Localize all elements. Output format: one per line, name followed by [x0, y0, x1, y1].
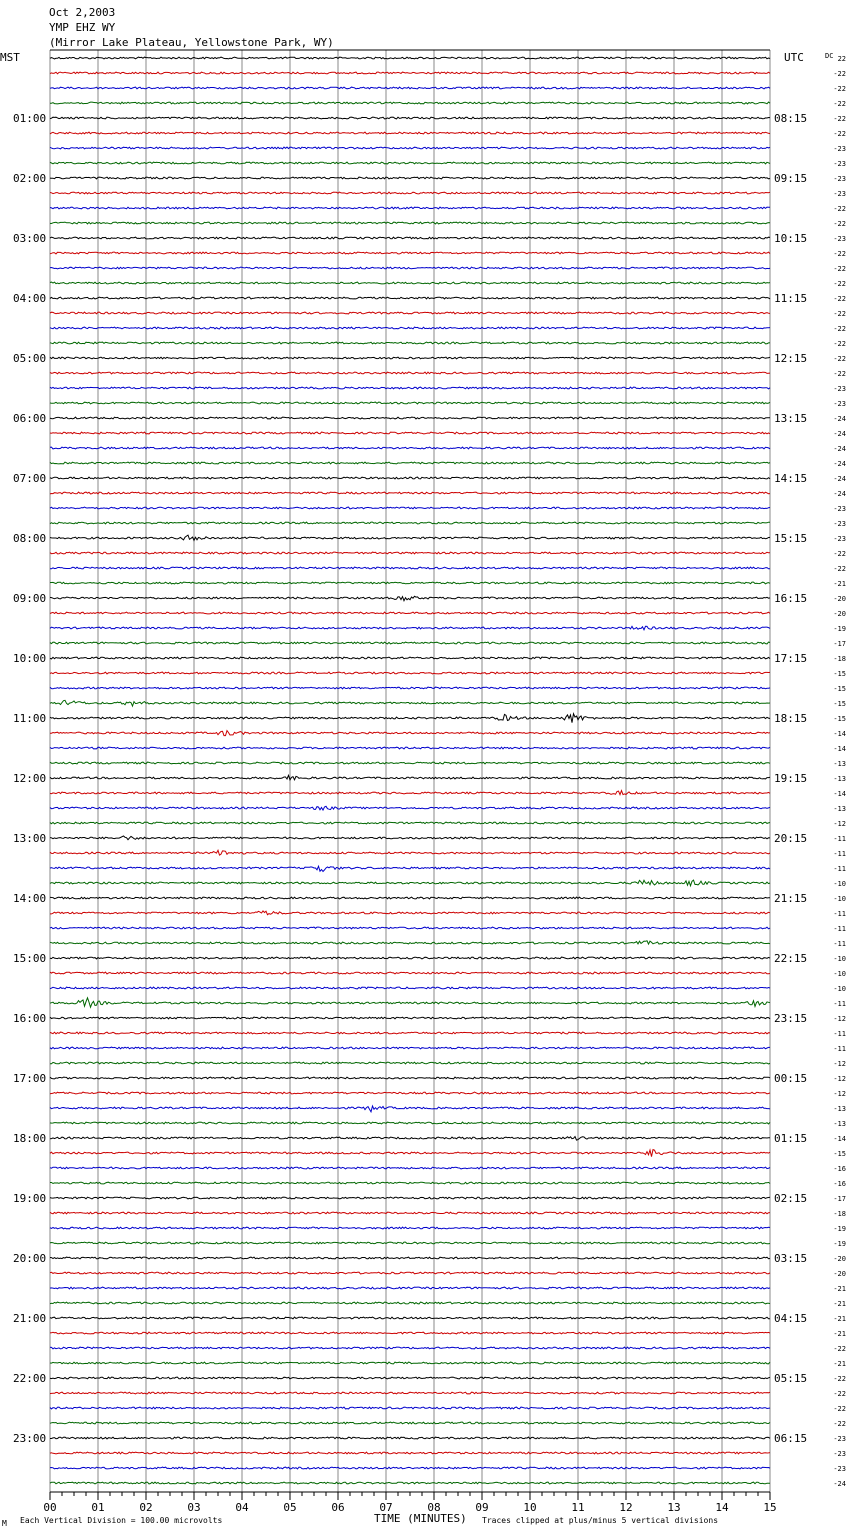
dc-offset-label: -23	[833, 1465, 846, 1473]
utc-hour-label: 09:15	[774, 172, 808, 185]
trace-line	[50, 162, 770, 164]
utc-hour-label: 05:15	[774, 1372, 808, 1385]
trace-line	[50, 1106, 770, 1112]
trace-line	[50, 1137, 770, 1141]
dc-offset-label: -22	[833, 565, 846, 573]
trace-line	[50, 222, 770, 224]
right-axis-title: UTC	[784, 51, 804, 64]
dc-offset-label: -11	[833, 910, 846, 918]
dc-offset-label: -23	[833, 385, 846, 393]
trace-line	[50, 927, 770, 929]
dc-offset-label: -18	[833, 1210, 846, 1218]
trace-line	[50, 252, 770, 254]
dc-offset-label: -10	[833, 970, 846, 978]
mst-hour-label: 02:00	[13, 172, 47, 185]
dc-offset-label: -24	[833, 445, 846, 453]
x-tick-label: 11	[571, 1501, 585, 1514]
trace-line	[50, 850, 770, 855]
trace-line	[50, 626, 770, 630]
dc-offset-label: -22	[833, 220, 846, 228]
utc-hour-label: 04:15	[774, 1312, 808, 1325]
dc-offset-label: -15	[833, 700, 846, 708]
dc-offset-label: -18	[833, 655, 846, 663]
utc-hour-label: 19:15	[774, 772, 808, 785]
mst-hour-label: 19:00	[13, 1192, 47, 1205]
dc-offset-label: -24	[833, 460, 846, 468]
trace-line	[50, 492, 770, 494]
dc-offset-label: -10	[833, 895, 846, 903]
trace-line	[50, 1122, 770, 1124]
dc-offset-label: -20	[833, 595, 846, 603]
dc-offset-label: -13	[833, 775, 846, 783]
mst-hour-label: 05:00	[13, 352, 47, 365]
dc-offset-label: -17	[833, 1195, 846, 1203]
dc-offset-label: -13	[833, 1105, 846, 1113]
dc-offset-label: -23	[833, 1435, 846, 1443]
trace-line	[50, 1362, 770, 1364]
dc-offset-label: -22	[833, 370, 846, 378]
dc-offset-label: -16	[833, 1180, 846, 1188]
trace-line	[50, 1032, 770, 1034]
dc-offset-label: -23	[833, 505, 846, 513]
mst-hour-label: 13:00	[13, 832, 47, 845]
dc-offset-label: -22	[833, 100, 846, 108]
dc-offset-label: -23	[833, 190, 846, 198]
utc-hour-label: 03:15	[774, 1252, 808, 1265]
trace-line	[50, 1167, 770, 1169]
dc-offset-label: -12	[833, 1015, 846, 1023]
left-axis-title: MST	[0, 51, 20, 64]
header	[49, 6, 334, 49]
utc-hour-label: 16:15	[774, 592, 808, 605]
utc-hour-label: 21:15	[774, 892, 808, 905]
scale-note: Each Vertical Division = 100.00 microvolts	[20, 1516, 223, 1525]
dc-offset-label: -24	[833, 430, 846, 438]
x-tick-label: 15	[763, 1501, 777, 1514]
dc-offset-label: -22	[833, 265, 846, 273]
dc-offset-label: -23	[833, 235, 846, 243]
mst-hour-label: 06:00	[13, 412, 47, 425]
dc-offset-labels	[833, 55, 846, 1488]
mst-hour-label: 20:00	[13, 1252, 47, 1265]
trace-line	[50, 1392, 770, 1394]
trace-line	[50, 207, 770, 209]
mst-hour-label: 14:00	[13, 892, 47, 905]
mst-hour-label: 09:00	[13, 592, 47, 605]
trace-line	[50, 522, 770, 524]
x-tick-label: 03	[187, 1501, 201, 1514]
trace-line	[50, 535, 770, 540]
utc-hour-label: 00:15	[774, 1072, 808, 1085]
trace-line	[50, 1212, 770, 1214]
dc-offset-label: -14	[833, 790, 846, 798]
corner-mark: M	[2, 1519, 7, 1528]
trace-line	[50, 567, 770, 569]
dc-offset-label: -22	[833, 325, 846, 333]
utc-hour-label: 18:15	[774, 712, 808, 725]
trace-line	[50, 1287, 770, 1289]
trace-line	[50, 596, 770, 600]
trace-line	[50, 1077, 770, 1079]
mst-hour-label: 11:00	[13, 712, 47, 725]
trace-line	[50, 372, 770, 374]
trace-line	[50, 192, 770, 194]
seismic-traces	[50, 57, 770, 1484]
dc-offset-label: -21	[833, 1360, 846, 1368]
trace-line	[50, 1347, 770, 1349]
dc-offset-label: -22	[833, 250, 846, 258]
utc-hour-labels	[774, 112, 807, 1445]
trace-line	[50, 552, 770, 554]
mst-hour-label: 22:00	[13, 1372, 47, 1385]
mst-hour-label: 10:00	[13, 652, 47, 665]
trace-line	[50, 1437, 770, 1439]
dc-offset-label: -15	[833, 1150, 846, 1158]
dc-offset-label: -11	[833, 940, 846, 948]
mst-hour-label: 16:00	[13, 1012, 47, 1025]
header-date: Oct 2,2003	[49, 6, 116, 19]
dc-offset-label: -24	[833, 475, 846, 483]
mst-hour-label: 08:00	[13, 532, 47, 545]
dc-offset-label: -11	[833, 925, 846, 933]
dc-offset-label: -22	[833, 1345, 846, 1353]
dc-offset-label: -11	[833, 835, 846, 843]
dc-offset-label: -12	[833, 1060, 846, 1068]
dc-offset-label: -11	[833, 850, 846, 858]
trace-line	[50, 282, 770, 284]
dc-offset-label: -24	[833, 415, 846, 423]
dc-offset-label: -22	[833, 280, 846, 288]
dc-offset-label: -21	[833, 1300, 846, 1308]
dc-axis-title: DC	[825, 52, 834, 60]
x-tick-label: 08	[427, 1501, 441, 1514]
x-tick-label: 00	[43, 1501, 57, 1514]
trace-line	[50, 1272, 770, 1274]
utc-hour-label: 20:15	[774, 832, 808, 845]
trace-line	[50, 747, 770, 749]
trace-line	[50, 806, 770, 810]
x-tick-label: 05	[283, 1501, 297, 1514]
trace-line	[50, 642, 770, 644]
mst-hour-label: 07:00	[13, 472, 47, 485]
dc-offset-label: 22	[837, 55, 846, 63]
trace-line	[50, 1257, 770, 1259]
dc-offset-label: -19	[833, 1240, 846, 1248]
dc-offset-label: -24	[833, 1480, 846, 1488]
trace-line	[50, 1017, 770, 1019]
dc-offset-label: -20	[833, 1270, 846, 1278]
mst-hour-label: 01:00	[13, 112, 47, 125]
trace-line	[50, 836, 770, 840]
trace-line	[50, 327, 770, 329]
trace-line	[50, 1182, 770, 1184]
dc-offset-label: -15	[833, 670, 846, 678]
x-tick-label: 06	[331, 1501, 345, 1514]
utc-hour-label: 13:15	[774, 412, 808, 425]
trace-line	[50, 1467, 770, 1469]
trace-line	[50, 687, 770, 689]
x-tick-label: 14	[715, 1501, 729, 1514]
dc-offset-label: -17	[833, 640, 846, 648]
trace-line	[50, 402, 770, 404]
x-axis	[43, 1492, 776, 1514]
dc-offset-label: -22	[833, 85, 846, 93]
trace-line	[50, 1242, 770, 1244]
trace-line	[50, 177, 770, 179]
trace-line	[50, 880, 770, 886]
vertical-grid	[50, 50, 770, 1492]
mst-hour-label: 23:00	[13, 1432, 47, 1445]
dc-offset-label: -19	[833, 625, 846, 633]
dc-offset-label: -12	[833, 820, 846, 828]
utc-hour-label: 15:15	[774, 532, 808, 545]
trace-line	[50, 911, 770, 915]
dc-offset-label: -23	[833, 145, 846, 153]
dc-offset-label: -20	[833, 1255, 846, 1263]
trace-line	[50, 1407, 770, 1409]
utc-hour-label: 02:15	[774, 1192, 808, 1205]
utc-hour-label: 10:15	[774, 232, 808, 245]
utc-hour-label: 11:15	[774, 292, 808, 305]
trace-line	[50, 132, 770, 134]
mst-hour-label: 04:00	[13, 292, 47, 305]
dc-offset-label: -22	[833, 1375, 846, 1383]
trace-line	[50, 1150, 770, 1157]
dc-offset-label: -14	[833, 730, 846, 738]
utc-hour-label: 01:15	[774, 1132, 808, 1145]
dc-offset-label: -10	[833, 985, 846, 993]
dc-offset-label: -19	[833, 1225, 846, 1233]
trace-line	[50, 582, 770, 584]
utc-hour-label: 06:15	[774, 1432, 808, 1445]
dc-offset-label: -13	[833, 1120, 846, 1128]
trace-line	[50, 700, 770, 706]
dc-offset-label: -21	[833, 1315, 846, 1323]
trace-line	[50, 237, 770, 239]
dc-offset-label: -14	[833, 1135, 846, 1143]
trace-line	[50, 267, 770, 269]
trace-line	[50, 72, 770, 74]
trace-line	[50, 507, 770, 509]
dc-offset-label: -15	[833, 715, 846, 723]
dc-offset-label: -21	[833, 1330, 846, 1338]
dc-offset-label: -23	[833, 535, 846, 543]
trace-line	[50, 791, 770, 795]
dc-offset-label: -20	[833, 610, 846, 618]
mst-hour-label: 18:00	[13, 1132, 47, 1145]
clip-note: Traces clipped at plus/minus 5 vertical divisions	[482, 1516, 719, 1525]
trace-line	[50, 866, 770, 871]
dc-offset-label: -21	[833, 580, 846, 588]
mst-hour-labels	[13, 112, 46, 1445]
x-tick-label: 09	[475, 1501, 489, 1514]
trace-line	[50, 117, 770, 119]
x-tick-label: 04	[235, 1501, 249, 1514]
dc-offset-label: -22	[833, 355, 846, 363]
utc-hour-label: 14:15	[774, 472, 808, 485]
trace-line	[50, 102, 770, 104]
x-tick-label: 13	[667, 1501, 681, 1514]
dc-offset-label: -10	[833, 880, 846, 888]
trace-line	[50, 1047, 770, 1049]
trace-line	[50, 987, 770, 989]
trace-line	[50, 477, 770, 479]
mst-hour-label: 15:00	[13, 952, 47, 965]
utc-hour-label: 22:15	[774, 952, 808, 965]
dc-offset-label: -10	[833, 955, 846, 963]
mst-hour-label: 21:00	[13, 1312, 47, 1325]
x-tick-label: 07	[379, 1501, 393, 1514]
dc-offset-label: -23	[833, 400, 846, 408]
dc-offset-label: -16	[833, 1165, 846, 1173]
dc-offset-label: -22	[833, 115, 846, 123]
trace-line	[50, 1377, 770, 1379]
utc-hour-label: 08:15	[774, 112, 808, 125]
dc-offset-label: -23	[833, 520, 846, 528]
utc-hour-label: 23:15	[774, 1012, 808, 1025]
trace-line	[50, 387, 770, 389]
trace-line	[50, 147, 770, 149]
trace-line	[50, 998, 770, 1007]
dc-offset-label: -22	[833, 205, 846, 213]
trace-line	[50, 1332, 770, 1334]
header-location: (Mirror Lake Plateau, Yellowstone Park, WY)	[49, 36, 334, 49]
mst-hour-label: 03:00	[13, 232, 47, 245]
trace-line	[50, 1092, 770, 1094]
dc-offset-label: -22	[833, 1390, 846, 1398]
trace-line	[50, 1062, 770, 1064]
trace-line	[50, 342, 770, 344]
x-axis-title: TIME (MINUTES)	[374, 1512, 467, 1525]
trace-line	[50, 432, 770, 434]
x-tick-label: 02	[139, 1501, 153, 1514]
dc-offset-label: -22	[833, 550, 846, 558]
mst-hour-label: 12:00	[13, 772, 47, 785]
dc-offset-label: -14	[833, 745, 846, 753]
dc-offset-label: -22	[833, 130, 846, 138]
mst-hour-label: 17:00	[13, 1072, 47, 1085]
header-station: YMP EHZ WY	[49, 21, 116, 34]
dc-offset-label: -13	[833, 760, 846, 768]
trace-line	[50, 357, 770, 359]
trace-line	[50, 447, 770, 449]
dc-offset-label: -15	[833, 685, 846, 693]
dc-offset-label: -12	[833, 1075, 846, 1083]
dc-offset-label: -22	[833, 340, 846, 348]
trace-line	[50, 612, 770, 614]
trace-line	[50, 775, 770, 780]
trace-line	[50, 822, 770, 824]
dc-offset-label: -11	[833, 1000, 846, 1008]
dc-offset-label: -11	[833, 1045, 846, 1053]
x-tick-label: 10	[523, 1501, 537, 1514]
x-tick-label: 12	[619, 1501, 633, 1514]
trace-line	[50, 1197, 770, 1199]
dc-offset-label: -23	[833, 160, 846, 168]
trace-line	[50, 941, 770, 944]
dc-offset-label: -21	[833, 1285, 846, 1293]
trace-line	[50, 657, 770, 659]
trace-line	[50, 1317, 770, 1319]
trace-line	[50, 1302, 770, 1304]
trace-line	[50, 462, 770, 464]
trace-line	[50, 1422, 770, 1424]
utc-hour-label: 17:15	[774, 652, 808, 665]
trace-line	[50, 731, 770, 736]
dc-offset-label: -23	[833, 175, 846, 183]
x-tick-label: 01	[91, 1501, 105, 1514]
dc-offset-label: -23	[833, 1450, 846, 1458]
trace-line	[50, 417, 770, 419]
trace-line	[50, 1452, 770, 1454]
dc-offset-label: -22	[833, 1405, 846, 1413]
utc-hour-label: 12:15	[774, 352, 808, 365]
trace-line	[50, 762, 770, 764]
dc-offset-label: -11	[833, 865, 846, 873]
trace-line	[50, 714, 770, 723]
dc-offset-label: -22	[833, 1420, 846, 1428]
dc-offset-label: -22	[833, 70, 846, 78]
dc-offset-label: -12	[833, 1090, 846, 1098]
dc-offset-label: -13	[833, 805, 846, 813]
dc-offset-label: -24	[833, 490, 846, 498]
trace-line	[50, 1227, 770, 1229]
trace-line	[50, 297, 770, 299]
trace-line	[50, 672, 770, 674]
trace-line	[50, 1482, 770, 1484]
trace-line	[50, 57, 770, 59]
dc-offset-label: -22	[833, 295, 846, 303]
trace-line	[50, 87, 770, 89]
dc-offset-label: -11	[833, 1030, 846, 1038]
trace-line	[50, 957, 770, 959]
trace-line	[50, 312, 770, 314]
trace-line	[50, 897, 770, 899]
dc-offset-label: -22	[833, 310, 846, 318]
trace-line	[50, 972, 770, 974]
